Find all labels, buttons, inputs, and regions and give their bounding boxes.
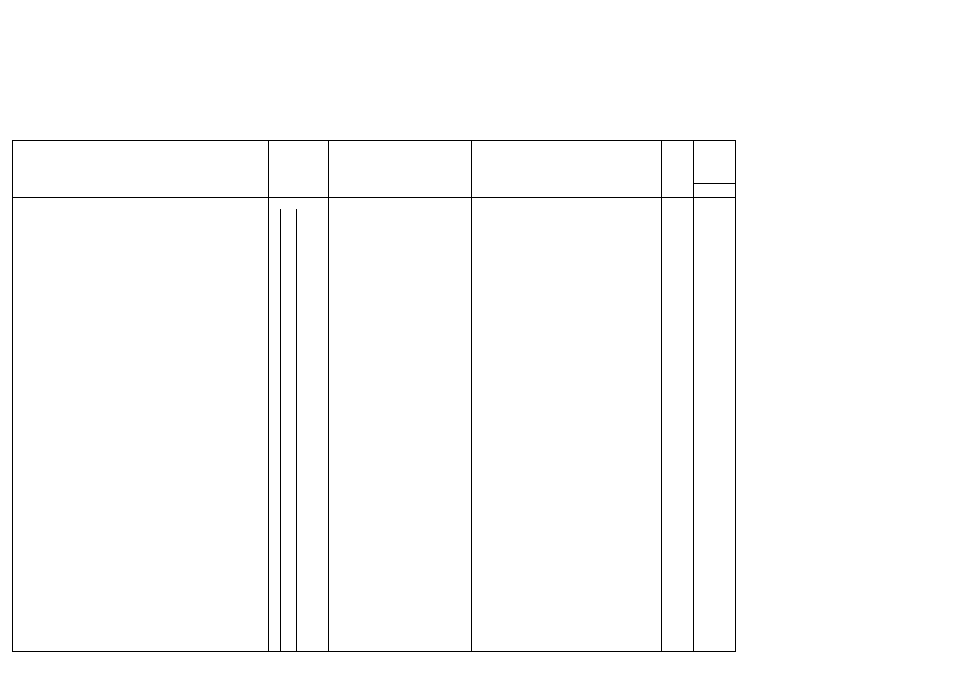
- col-header-ansvar: [268, 141, 328, 183]
- col-header-kommentar: [328, 141, 471, 183]
- responsibility-table: [12, 140, 736, 652]
- col-header-aff: [693, 141, 735, 183]
- col-header-anmarkning: [471, 141, 661, 183]
- col-header-bsab: [661, 141, 693, 183]
- col-header-foremal: [13, 141, 268, 183]
- document-title: [12, 52, 16, 73]
- legend: [276, 123, 290, 135]
